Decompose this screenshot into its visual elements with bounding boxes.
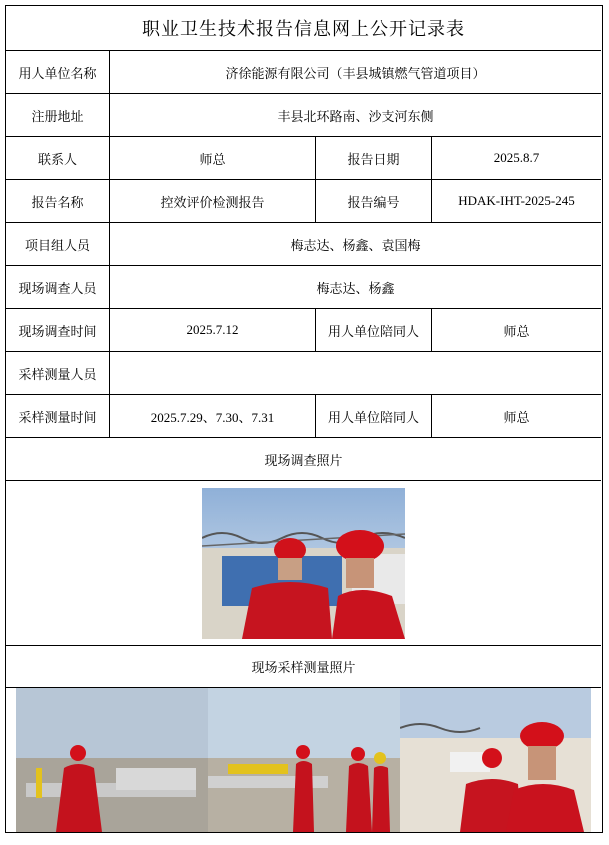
sampling-photo-2-image — [208, 688, 400, 832]
sampling-photo-3-image — [400, 688, 591, 832]
address-label: 注册地址 — [31, 109, 84, 125]
address-row — [6, 94, 601, 137]
survey-photo — [202, 488, 405, 639]
sampling-photo-3 — [400, 688, 591, 832]
team-row — [6, 223, 601, 266]
team-label: 项目组人员 — [24, 238, 90, 254]
survey-photos-header — [6, 438, 601, 481]
report-date-value: 2025.8.7 — [431, 137, 601, 179]
report-number-value: HDAK-IHT-2025-245 — [431, 180, 601, 222]
title-row — [6, 6, 601, 51]
sampling-time-row — [6, 395, 601, 438]
survey-photo-image — [202, 488, 405, 639]
employer-value: 济徐能源有限公司（丰县城镇燃气管道项目） — [109, 51, 601, 93]
sampling-staff-label: 采样测量人员 — [18, 367, 97, 383]
team-value: 梅志达、杨鑫、袁国梅 — [109, 223, 601, 265]
contact-value: 师总 — [109, 137, 315, 179]
record-table — [5, 5, 603, 833]
survey-time-label: 现场调查时间 — [18, 324, 97, 340]
sampling-staff-value — [109, 352, 601, 394]
report-row — [6, 180, 601, 223]
survey-staff-row — [6, 266, 601, 309]
survey-photos-title: 现场调查照片 — [264, 453, 343, 469]
sampling-photos-header — [6, 646, 601, 688]
report-name-value: 控效评价检测报告 — [109, 180, 315, 222]
sampling-escort-value: 师总 — [431, 395, 601, 437]
report-date-label: 报告日期 — [315, 137, 431, 179]
survey-escort-value: 师总 — [431, 309, 601, 351]
survey-staff-label: 现场调查人员 — [18, 281, 97, 297]
employer-row — [6, 51, 601, 94]
sampling-photo-1-image — [16, 688, 208, 832]
report-name-label: 报告名称 — [31, 195, 84, 211]
sampling-time-label: 采样测量时间 — [18, 410, 97, 426]
sampling-escort-label: 用人单位陪同人 — [315, 395, 431, 437]
sampling-photos-title: 现场采样测量照片 — [251, 661, 356, 676]
sampling-time-value: 2025.7.29、7.30、7.31 — [109, 395, 315, 437]
survey-escort-label: 用人单位陪同人 — [315, 309, 431, 351]
sampling-photo-row — [6, 688, 601, 832]
contact-row — [6, 137, 601, 180]
survey-staff-value: 梅志达、杨鑫 — [109, 266, 601, 308]
address-value: 丰县北环路南、沙支河东侧 — [109, 94, 601, 136]
survey-photo-row — [6, 481, 601, 646]
report-number-label: 报告编号 — [315, 180, 431, 222]
sampling-staff-row — [6, 352, 601, 395]
contact-label: 联系人 — [37, 152, 77, 168]
page-title: 职业卫生技术报告信息网上公开记录表 — [142, 19, 465, 40]
survey-time-row — [6, 309, 601, 352]
survey-time-value: 2025.7.12 — [109, 309, 315, 351]
sampling-photo-2 — [208, 688, 400, 832]
employer-label: 用人单位名称 — [18, 66, 97, 82]
sampling-photo-1 — [16, 688, 208, 832]
